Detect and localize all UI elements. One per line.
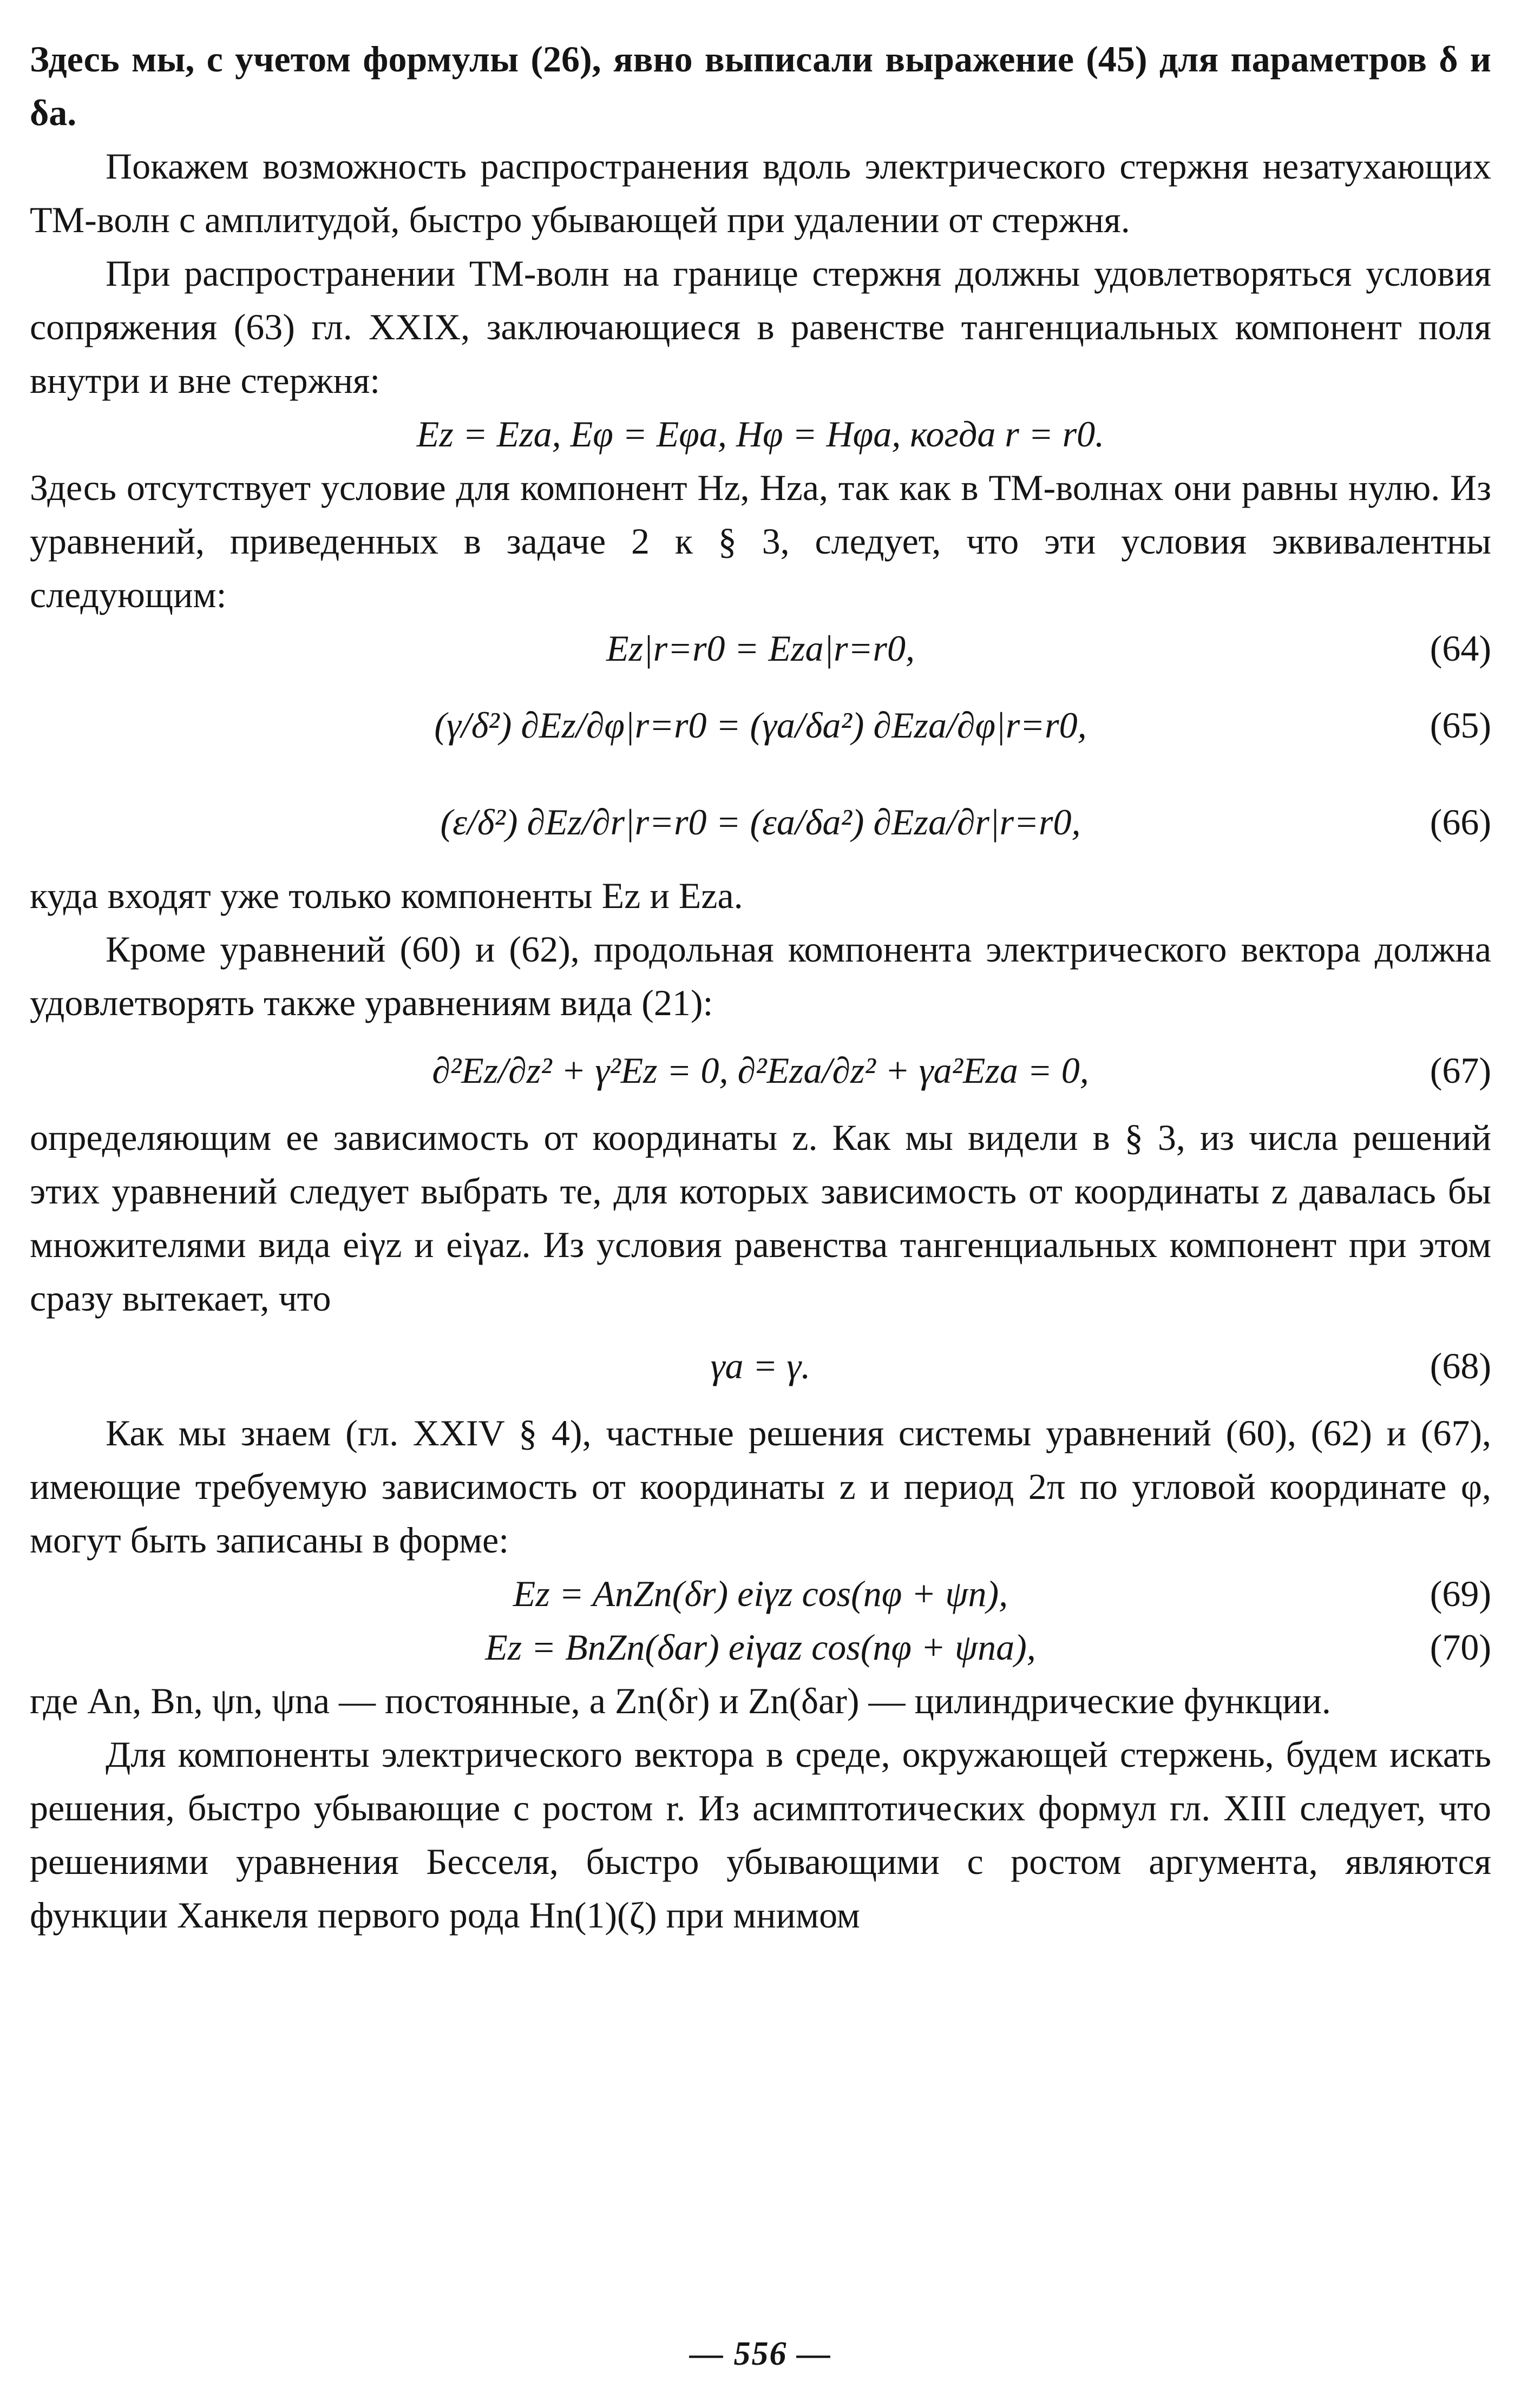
- equation-64-number: (64): [1430, 628, 1491, 669]
- equation-68-body: γa = γ.: [710, 1345, 811, 1386]
- equation-69-body: Ez = AnZn(δr) eiγz cos(nφ + ψn),: [513, 1573, 1008, 1614]
- equation-67-body: ∂²Ez/∂z² + γ²Ez = 0, ∂²Eza/∂z² + γa²Eza = 0,: [432, 1050, 1089, 1091]
- paragraph-6: Кроме уравнений (60) и (62), продольная компонента электрического вектора должна удовлетворять также уравнениям вида (21):: [30, 929, 1491, 1023]
- equation-66: [30, 775, 1491, 869]
- equation-64-body: Ez|r=r0 = Eza|r=r0,: [606, 628, 915, 669]
- equation-boundary: Ez = Eza, Eφ = Eφa, Hφ = Hφa, когда r = r0.: [416, 413, 1105, 455]
- page-body: [30, 32, 1491, 1942]
- page-number: — 556 —: [690, 2335, 831, 2372]
- equation-66-body: (ε/δ²) ∂Ez/∂r|r=r0 = (εa/δa²) ∂Eza/∂r|r=r0,: [440, 801, 1081, 843]
- equation-67-number: (67): [1430, 1050, 1491, 1091]
- equation-68-number: (68): [1430, 1345, 1491, 1386]
- equation-65: [30, 675, 1491, 775]
- paragraph-9: где An, Bn, ψn, ψna — постоянные, а Zn(δr) и Zn(δar) — цилиндрические функции.: [30, 1680, 1331, 1721]
- equation-67: [30, 1030, 1491, 1111]
- equation-68: [30, 1325, 1491, 1406]
- equation-66-number: (66): [1430, 801, 1491, 843]
- equation-70: [30, 1621, 1491, 1674]
- equation-69: [30, 1567, 1491, 1621]
- equation-65-number: (65): [1430, 705, 1491, 746]
- paragraph-10: Для компоненты электрического вектора в среде, окружающей стержень, будем искать решения, быстро убывающие с ростом r. Из асимптотических формул гл. XIII следует, что решениями уравнения Бесселя, быстро убывающими с ростом аргумента, являются функции Ханкеля первого рода Hn(1)(ζ) при мнимом: [30, 1734, 1491, 1936]
- paragraph-1: Здесь мы, с учетом формулы (26), явно выписали выражение (45) для параметров δ и δa.: [30, 38, 1491, 133]
- equation-70-body: Ez = BnZn(δar) eiγaz cos(nφ + ψna),: [485, 1627, 1036, 1668]
- paragraph-3: При распространении ТМ-волн на границе стержня должны удовлетворяться условия сопряжения (63) гл. XXIX, заключающиеся в равенстве тангенциальных компонент поля внутри и вне стержня:: [30, 253, 1491, 401]
- equation-64: [30, 622, 1491, 675]
- paragraph-2: Покажем возможность распространения вдоль электрического стержня незатухающих ТМ-волн с амплитудой, быстро убывающей при удалении от стержня.: [30, 146, 1491, 240]
- equation-70-number: (70): [1430, 1627, 1491, 1668]
- paragraph-4: Здесь отсутствует условие для компонент Hz, Hza, так как в ТМ-волнах они равны нулю. Из уравнений, приведенных в задаче 2 к § 3, следует, что эти условия эквивалентны следующим:: [30, 467, 1491, 615]
- equation-65-body: (γ/δ²) ∂Ez/∂φ|r=r0 = (γa/δa²) ∂Eza/∂φ|r=r0,: [434, 705, 1087, 746]
- paragraph-7: определяющим ее зависимость от координаты z. Как мы видели в § 3, из числа решений этих уравнений следует выбрать те, для которых зависимость от координаты z давалась бы множителями вида eiγz и eiγaz. Из условия равенства тангенциальных компонент при этом сразу вытекает, что: [30, 1117, 1491, 1319]
- equation-69-number: (69): [1430, 1573, 1491, 1614]
- paragraph-8: Как мы знаем (гл. XXIV § 4), частные решения системы уравнений (60), (62) и (67), имеющие требуемую зависимость от координаты z и период 2π по угловой координате φ, могут быть записаны в форме:: [30, 1412, 1491, 1561]
- paragraph-5: куда входят уже только компоненты Ez и Eza.: [30, 875, 743, 916]
